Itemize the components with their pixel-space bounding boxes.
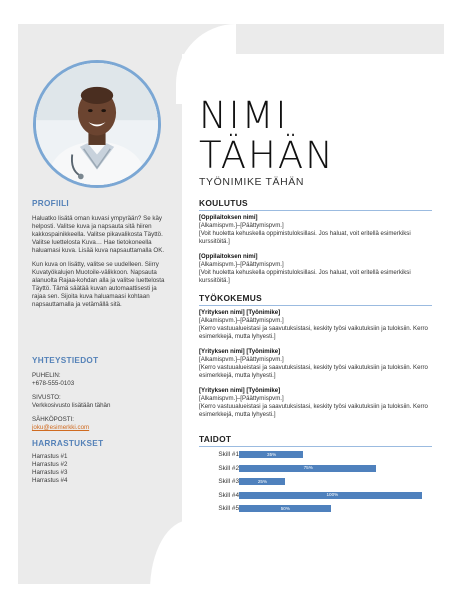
profile-paragraph-1: Haluatko lisätä oman kuvasi ympyrään? Se käy helposti. Valitse kuva ja napsauta sitä hiiren kakkospainikkeella. Valitse pikavalikosta Täyttö. Valitse luettelosta Kuva… Hae tietokoneella haluamasi kuva. Lisää kuva napsauttamalla OK. — [32, 215, 165, 254]
phone-value: +678-555-0103 — [32, 380, 75, 387]
skill-name: Skill #1 — [218, 451, 239, 458]
work-description: [Kerro vastuualueistasi ja saavutuksistasi, keskity työsi vaikutuksiin ja tuloksiin. Kerro esimerkkejä, mutta lyhyesti.] — [199, 363, 428, 379]
hobbies-heading: HARRASTUKSET — [32, 439, 104, 448]
skill-row — [199, 477, 432, 489]
job-title: TYÖNIMIKE TÄHÄN — [199, 176, 305, 188]
hobby-item: Harrastus #3 — [32, 469, 68, 476]
contact-section — [32, 357, 172, 438]
work-heading: TYÖKOKEMUS — [199, 293, 432, 306]
name-line-1: NIMI — [199, 94, 289, 137]
skill-row — [199, 504, 432, 516]
profile-heading: PROFIILI — [32, 199, 69, 208]
education-entry — [199, 253, 432, 285]
skill-row — [199, 491, 432, 503]
name-line-2: TÄHÄN — [199, 134, 335, 177]
work-description: [Kerro vastuualueistasi ja saavutuksistasi, keskity työsi vaikutuksiin ja tuloksiin. Kerro esimerkkejä, mutta lyhyesti.] — [199, 402, 428, 418]
skills-heading: TAIDOT — [199, 434, 432, 447]
education-entry — [199, 214, 432, 246]
work-dates: [Alkamispvm.]–[Päättymispvm.] — [199, 316, 284, 324]
work-company: [Yrityksen nimi] [Työnimike] — [199, 309, 281, 316]
skill-percent-label: 25% — [257, 478, 268, 484]
skill-track — [239, 478, 422, 485]
work-entry — [199, 348, 432, 380]
hobby-item: Harrastus #2 — [32, 461, 68, 468]
profile-section — [32, 200, 172, 315]
profile-paragraph-2: Kun kuva on lisätty, valitse se uudelleen. Siirry Kuvatyökalujen Muotoile-välikkoon. Napsauta alanuolta Rajaa-kohdan alla ja valitse luettelosta Täyttö. Tämä säätää kuvan automaattisesti ja rajaa sen. Sijoita kuva haluamaasi kohtaan napsauttamalla ja vetämällä sitä. — [32, 261, 165, 308]
phone-label: PUHELIN: — [32, 372, 61, 379]
education-school: [Oppilaitoksen nimi] — [199, 253, 258, 260]
education-dates: [Alkamispvm.]–[Päättymispvm.] — [199, 260, 284, 268]
profile-photo[interactable] — [33, 60, 161, 188]
education-description: [Voit huoletta kehuskella oppimistuloksillasi. Jos haluat, voit eritellä esimerkiksi kurssitöitä.] — [199, 268, 411, 284]
skill-percent-label: 50% — [280, 505, 290, 511]
contact-heading: YHTEYSTIEDOT — [32, 356, 99, 365]
skill-name: Skill #3 — [218, 478, 239, 485]
site-label: SIVUSTO: — [32, 394, 61, 401]
education-description: [Voit huoletta kehuskella oppimistuloksillasi. Jos haluat, voit eritellä esimerkiksi kurssitöitä.] — [199, 229, 411, 245]
work-dates: [Alkamispvm.]–[Päättymispvm.] — [199, 394, 284, 402]
skill-name: Skill #4 — [218, 491, 239, 499]
skill-name: Skill #2 — [218, 464, 239, 472]
skill-row — [199, 450, 432, 462]
skill-percent-label: 75% — [303, 465, 313, 470]
education-dates: [Alkamispvm.]–[Päättymispvm.] — [199, 221, 284, 229]
hobby-item: Harrastus #1 — [32, 453, 68, 460]
profile-photo-image — [36, 63, 158, 185]
hobbies-section — [32, 440, 172, 485]
email-link[interactable]: joku@esimerkki.com — [32, 424, 90, 431]
work-description: [Kerro vastuualueistasi ja saavutuksistasi, keskity työsi vaikutuksiin ja tuloksiin. Kerro esimerkkejä, mutta lyhyesti.] — [199, 324, 428, 340]
hobby-item: Harrastus #4 — [32, 477, 68, 484]
work-dates: [Alkamispvm.]–[Päättymispvm.] — [199, 355, 284, 363]
skill-track — [239, 451, 422, 458]
skill-row — [199, 464, 432, 476]
skill-name: Skill #5 — [218, 505, 239, 512]
work-entry — [199, 387, 432, 419]
work-company: [Yrityksen nimi] [Työnimike] — [199, 387, 281, 394]
skill-track — [239, 505, 422, 512]
skill-percent-label: 35% — [267, 451, 277, 457]
education-heading: KOULUTUS — [199, 198, 432, 211]
skill-percent-label: 100% — [326, 492, 339, 497]
work-company: [Yrityksen nimi] [Työnimike] — [199, 348, 281, 355]
work-entry — [199, 309, 432, 341]
email-label: SÄHKÖPOSTI: — [32, 416, 74, 423]
skill-track — [239, 492, 422, 499]
site-value: Verkkosivusto lisätään tähän — [32, 402, 111, 409]
skill-track — [239, 465, 422, 472]
education-school: [Oppilaitoksen nimi] — [199, 214, 258, 221]
